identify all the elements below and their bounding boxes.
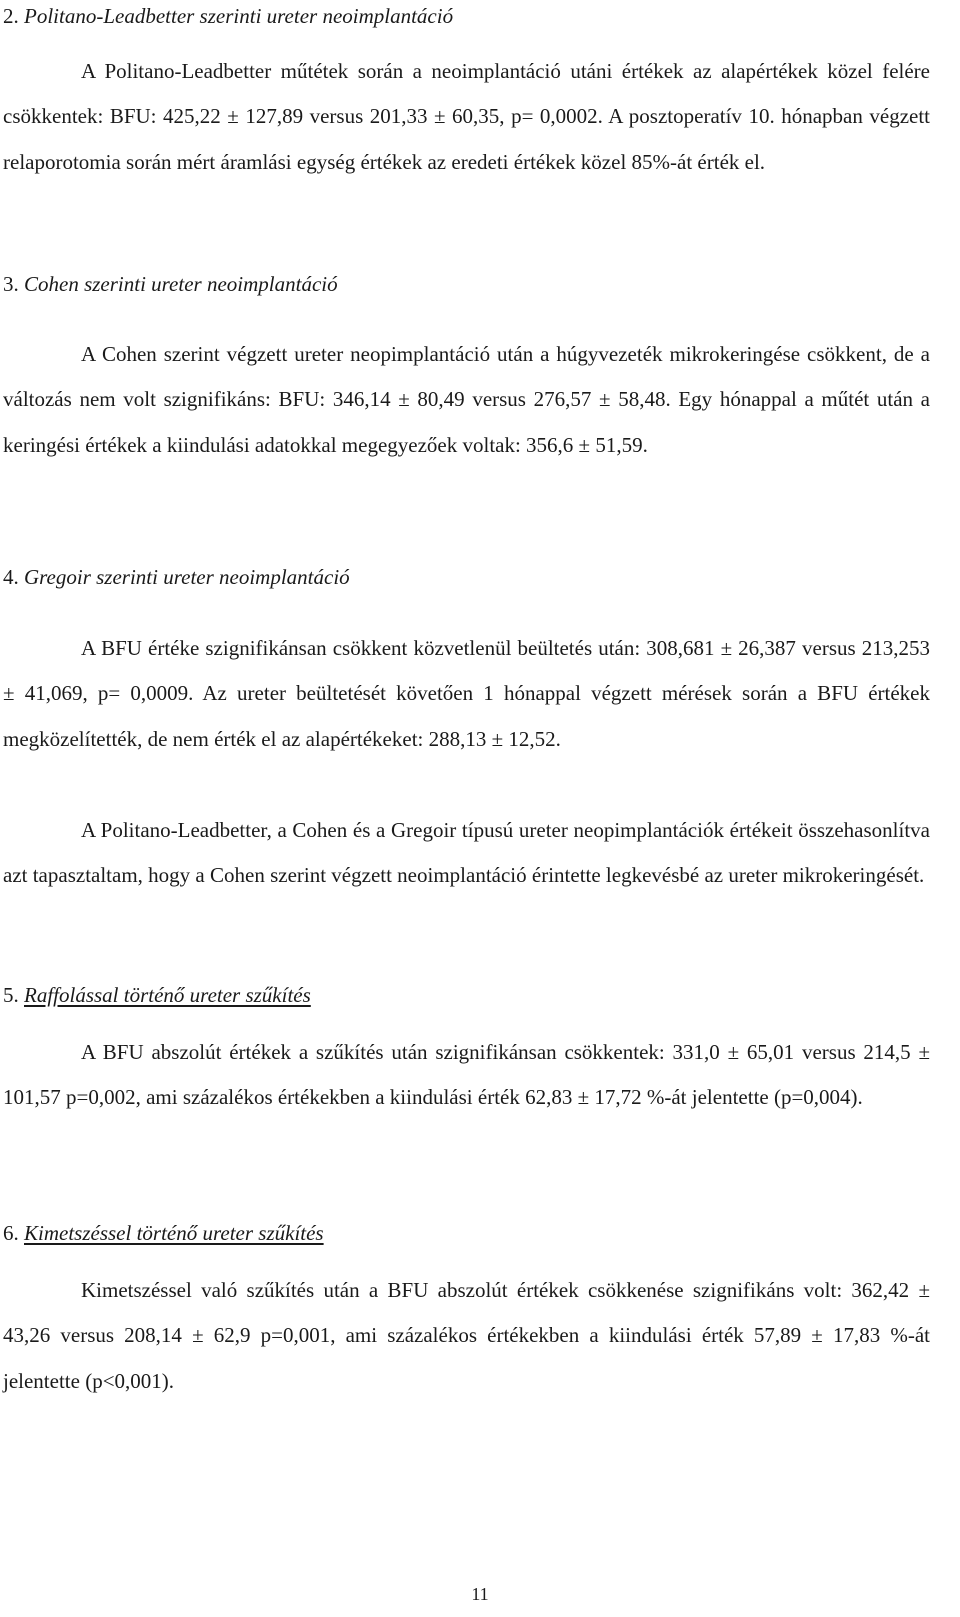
section-2-heading <box>3 4 453 28</box>
section-number: 4. <box>3 565 19 589</box>
section-5-paragraph-1: A BFU abszolút értékek a szűkítés után szignifikánsan csökkentek: 331,0 ± 65,01 versus 214,5 ± 101,57 p=0,002, ami százalékos értékekben a kiindulási érték 62,83 ± 17,72 %-át jelentette (p=0,004). <box>3 1040 930 1110</box>
section-4-paragraph-2: A Politano-Leadbetter, a Cohen és a Gregoir típusú ureter neopimplantációk értékeit összehasonlítva azt tapasztaltam, hogy a Cohen szerint végzett neoimplantáció érintette legkevésbé az ureter mikrokeringését. <box>3 818 930 888</box>
section-6-heading <box>3 1221 324 1245</box>
section-number: 3. <box>3 272 19 296</box>
section-title: Gregoir szerinti ureter neoimplantáció <box>24 565 350 589</box>
section-number: 5. <box>3 983 19 1007</box>
section-2-paragraph-1: A Politano-Leadbetter műtétek során a neoimplantáció utáni értékek az alapértékek közel felére csökkentek: BFU: 425,22 ± 127,89 versus 201,33 ± 60,35, p= 0,0002. A posztoperatív 10. hónapban végzett relaporotomia során mért áramlási egység értékek az eredeti értékek közel 85%-át érték el. <box>3 59 930 174</box>
section-6-paragraph-1: Kimetszéssel való szűkítés után a BFU abszolút értékek csökkenése szignifikáns volt: 362,42 ± 43,26 versus 208,14 ± 62,9 p=0,001, ami százalékos értékekben a kiindulási érték 57,89 ± 17,83 %-át jelentette (p<0,001). <box>3 1278 930 1393</box>
section-3-heading <box>3 272 338 296</box>
section-title: Politano-Leadbetter szerinti ureter neoimplantáció <box>24 4 454 28</box>
section-title: Kimetszéssel történő ureter szűkítés <box>24 1221 324 1245</box>
section-title: Cohen szerinti ureter neoimplantáció <box>24 272 338 296</box>
section-number: 2. <box>3 4 19 28</box>
section-number: 6. <box>3 1221 19 1245</box>
page-number: 11 <box>471 1584 489 1604</box>
section-4-heading <box>3 565 350 589</box>
section-title: Raffolással történő ureter szűkítés <box>24 983 311 1007</box>
section-5-heading <box>3 983 311 1007</box>
section-3-paragraph-1: A Cohen szerint végzett ureter neopimplantáció után a húgyvezeték mikrokeringése csökkent, de a változás nem volt szignifikáns: BFU: 346,14 ± 80,49 versus 276,57 ± 58,48. Egy hónappal a műtét után a keringési értékek a kiindulási adatokkal megegyezőek voltak: 356,6 ± 51,59. <box>3 342 930 457</box>
section-4-paragraph-1: A BFU értéke szignifikánsan csökkent közvetlenül beültetés után: 308,681 ± 26,387 versus 213,253 ± 41,069, p= 0,0009. Az ureter beültetését követően 1 hónappal végzett mérések során a BFU értékek megközelítették, de nem érték el az alapértékeket: 288,13 ± 12,52. <box>3 636 930 751</box>
